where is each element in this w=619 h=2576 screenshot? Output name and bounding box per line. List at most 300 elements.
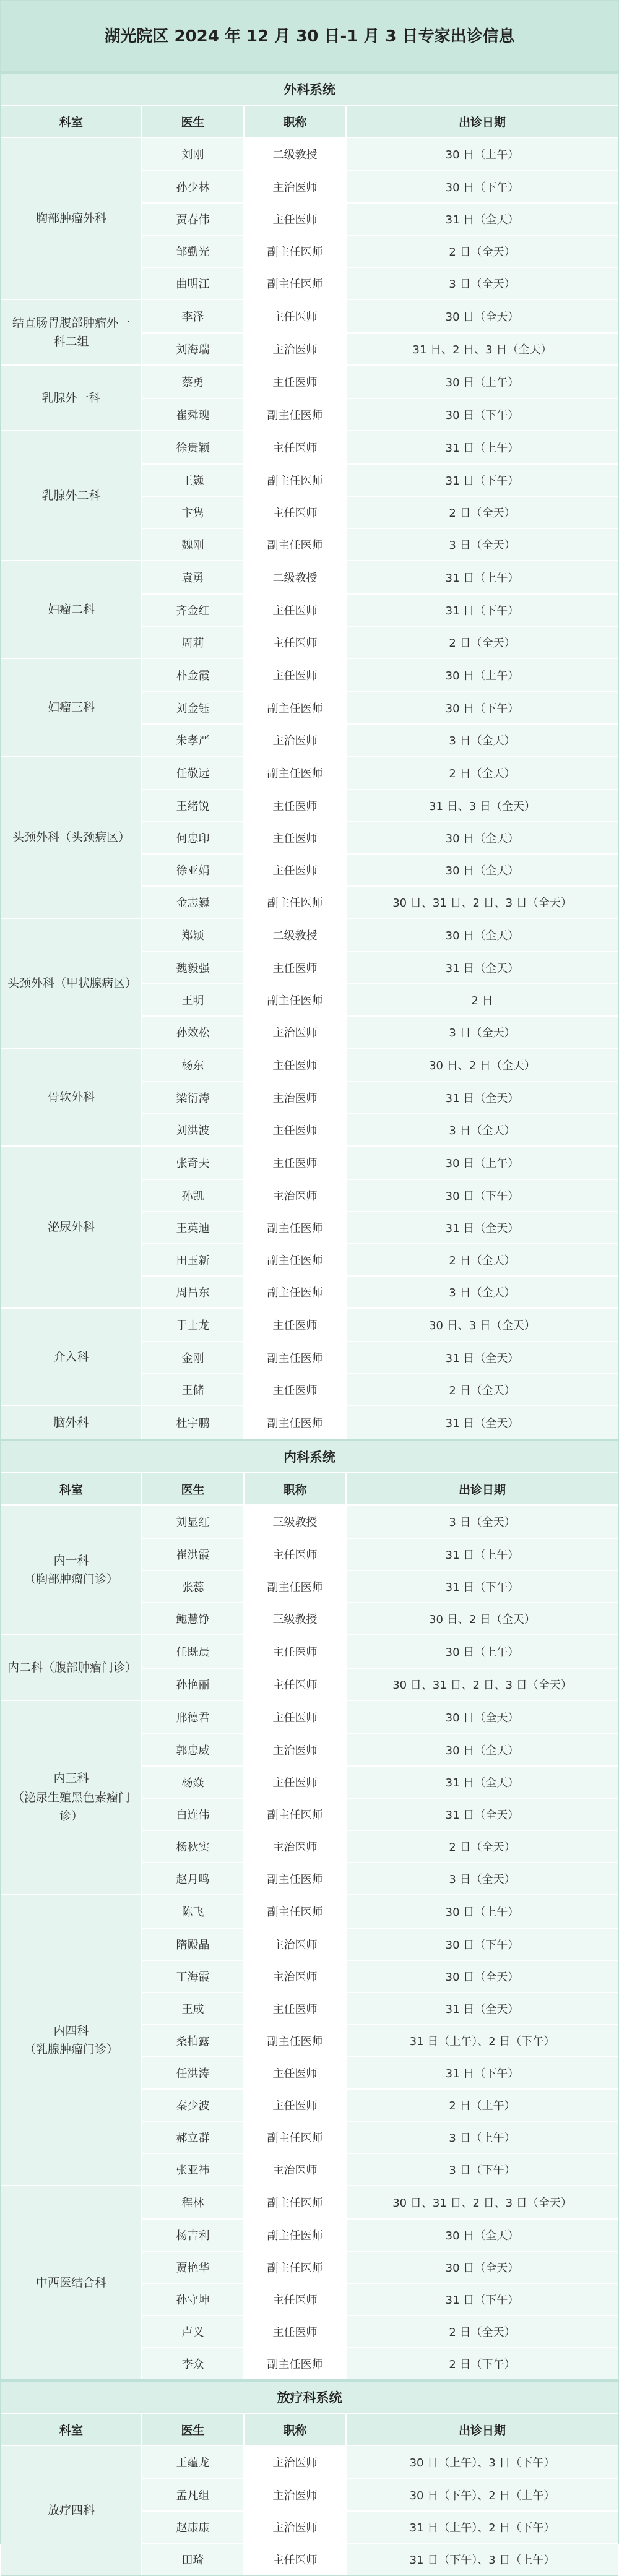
table-row [142,2088,618,2121]
header-doctor: 医生 [142,2414,245,2445]
doctor-name: 崔洪霞 [142,1539,245,1570]
doctor-title: 主治医师 [245,1180,347,1211]
header-dept: 科室 [1,1473,142,1504]
department-group [1,299,618,364]
doctor-title: 副主任医师 [245,1571,347,1602]
table-row [142,1406,618,1439]
doctor-title: 副主任医师 [245,692,347,723]
doctor-name: 隋殿晶 [142,1929,245,1960]
doctor-title: 主任医师 [245,659,347,691]
doctor-title: 主治医师 [245,2446,347,2478]
doctor-name: 刘海瑞 [142,334,245,364]
doctor-title: 副主任医师 [245,1406,347,1439]
table-row [142,1341,618,1373]
doctor-title: 主任医师 [245,1539,347,1570]
clinic-date: 30 日（上午） [347,1635,618,1668]
clinic-date: 30 日、31 日、2 日、3 日（全天） [347,887,618,918]
doctor-title: 主治医师 [245,2479,347,2510]
doctor-title: 主任医师 [245,366,347,398]
doctor-name: 贾春伟 [142,204,245,235]
column-header-row [1,1472,618,1504]
doctor-rows [142,1147,618,1307]
doctor-name: 金志巍 [142,887,245,918]
doctor-name: 王储 [142,1374,245,1405]
doctor-title: 副主任医师 [245,1342,347,1373]
doctor-rows [142,431,618,560]
clinic-date: 2 日（全天） [347,757,618,789]
section [1,1440,618,2380]
doctor-name: 邹勤光 [142,236,245,267]
doctor-title: 主任医师 [245,952,347,983]
doctor-name: 王蕴龙 [142,2446,245,2478]
table-row [142,919,618,951]
clinic-date: 2 日（下午） [347,2348,618,2379]
department-group [1,918,618,1048]
doctor-title: 主任医师 [245,204,347,235]
table-row [142,1506,618,1538]
clinic-date: 2 日（全天） [347,236,618,267]
clinic-date: 3 日（下午） [347,2154,618,2185]
department-group [1,1048,618,1145]
doctor-rows [142,1406,618,1439]
table-row [142,789,618,821]
doctor-title: 主任医师 [245,627,347,658]
department-group [1,560,618,658]
table-row [142,300,618,332]
department-group [1,1504,618,1634]
table-row [142,1960,618,1992]
clinic-date: 31 日（全天） [347,1212,618,1243]
clinic-date: 31 日（全天） [347,1342,618,1373]
doctor-title: 副主任医师 [245,2122,347,2153]
clinic-date: 30 日、2 日（全天） [347,1049,618,1081]
table-row [142,1992,618,2024]
table-row [142,821,618,853]
doctor-name: 朱孝严 [142,725,245,756]
doctor-title: 主治医师 [245,1017,347,1048]
header-title: 职称 [245,2414,347,2445]
doctor-title: 副主任医师 [245,757,347,789]
doctor-title: 主任医师 [245,2284,347,2315]
clinic-date: 31 日（全天） [347,1799,618,1830]
doctor-title: 主治医师 [245,2154,347,2185]
table-row [142,723,618,756]
table-row [142,1373,618,1405]
doctor-title: 主任医师 [245,2057,347,2088]
department-name: 头颈外科（头颈病区） [1,757,142,918]
doctor-name: 孟凡组 [142,2479,245,2510]
doctor-name: 贾艳华 [142,2252,245,2283]
clinic-date: 30 日（下午）、2 日（上午） [347,2479,618,2510]
clinic-date: 30 日（下午） [347,399,618,430]
doctor-rows [142,366,618,430]
clinic-date: 31 日（上午）、2 日（下午） [347,2025,618,2056]
doctor-title: 副主任医师 [245,236,347,267]
table-row [142,2121,618,2153]
doctor-name: 魏毅强 [142,952,245,983]
doctor-name: 李泽 [142,300,245,332]
doctor-title: 副主任医师 [245,887,347,918]
table-row [142,2283,618,2315]
clinic-date: 30 日（下午） [347,692,618,723]
department-group [1,1700,618,1894]
doctor-title: 副主任医师 [245,268,347,299]
doctor-title: 副主任医师 [245,465,347,496]
doctor-name: 任洪涛 [142,2057,245,2088]
clinic-date: 30 日（全天） [347,1734,618,1765]
header-date: 出诊日期 [458,115,506,129]
doctor-name: 郝立群 [142,2122,245,2153]
clinic-date: 2 日（全天） [347,1831,618,1862]
doctor-name: 周昌东 [142,1277,245,1307]
doctor-name: 桑柏露 [142,2025,245,2056]
doctor-name: 郑颖 [142,919,245,951]
table-row [142,2510,618,2543]
department-name: 乳腺外一科 [1,366,142,430]
doctor-name: 孙凯 [142,1180,245,1211]
doctor-name: 李众 [142,2348,245,2379]
clinic-date: 30 日（上午） [347,138,618,170]
table-row [142,2478,618,2510]
doctor-title: 主任医师 [245,1049,347,1081]
doctor-title: 主任医师 [245,1114,347,1145]
department-name: 泌尿外科 [1,1147,142,1307]
doctor-name: 张蕊 [142,1571,245,1602]
doctor-title: 三级教授 [245,1603,347,1634]
doctor-name: 杨秋实 [142,1831,245,1862]
doctor-title: 主任医师 [245,1374,347,1405]
doctor-name: 梁衍涛 [142,1082,245,1113]
clinic-date: 31 日（下午）、3 日（上午） [347,2544,618,2575]
table-row [142,1765,618,1798]
header-dept: 科室 [1,106,142,137]
table-row [142,332,618,364]
clinic-date: 31 日（下午） [347,595,618,626]
department-name: 乳腺外二科 [1,431,142,560]
clinic-date: 30 日、3 日（全天） [347,1309,618,1341]
doctor-name: 田玉新 [142,1244,245,1275]
doctor-name: 王巍 [142,465,245,496]
table-row [142,1635,618,1668]
table-row [142,1668,618,1700]
doctor-name: 朴金霞 [142,659,245,691]
table-row [142,138,618,170]
section [1,72,618,1440]
department-group [1,658,618,756]
department-group [1,2445,618,2575]
clinic-date: 30 日（上午） [347,1147,618,1179]
doctor-name: 卞隽 [142,497,245,528]
clinic-date: 30 日（全天） [347,855,618,885]
table-row [142,431,618,463]
doctor-name: 崔舜瑰 [142,399,245,430]
doctor-title: 主任医师 [245,1669,347,1700]
clinic-date: 31 日（上午） [347,431,618,463]
doctor-rows [142,1895,618,2185]
doctor-rows [142,138,618,299]
table-row [142,170,618,202]
doctor-name: 袁勇 [142,561,245,593]
header-dept: 科室 [1,2414,142,2445]
doctor-title: 主任医师 [245,2090,347,2121]
section-title: 外科系统 [1,72,618,105]
doctor-name: 程林 [142,2186,245,2218]
table-row [142,1928,618,1960]
doctor-name: 鲍慧铮 [142,1603,245,1634]
table-row [142,398,618,430]
department-name: 脑外科 [1,1406,142,1439]
doctor-name: 徐亚娟 [142,855,245,885]
doctor-title: 主治医师 [245,725,347,756]
clinic-date: 30 日、2 日（全天） [347,1603,618,1634]
doctor-name: 任敬远 [142,757,245,789]
doctor-rows [142,919,618,1048]
department-name: 胸部肿瘤外科 [1,138,142,299]
doctor-title: 三级教授 [245,1506,347,1538]
doctor-name: 魏刚 [142,529,245,560]
table-row [142,1602,618,1634]
doctor-rows [142,300,618,364]
table-row [142,1113,618,1145]
clinic-date: 30 日（全天） [347,2220,618,2251]
department-name: 中西医结合科 [1,2186,142,2379]
table-row [142,659,618,691]
department-name: 放疗四科 [1,2446,142,2575]
table-row [142,1147,618,1179]
header-date: 出诊日期 [458,2423,506,2437]
clinic-date: 3 日（上午） [347,2122,618,2153]
doctor-title: 主治医师 [245,1831,347,1862]
doctor-name: 郭忠威 [142,1734,245,1765]
header-title: 职称 [245,1473,347,1504]
doctor-rows [142,1309,618,1405]
table-row [142,2347,618,2379]
doctor-title: 副主任医师 [245,1799,347,1830]
clinic-date: 30 日（下午） [347,171,618,202]
table-row [142,2056,618,2088]
department-name: 介入科 [1,1309,142,1405]
department-name: 内一科 （胸部肿瘤门诊） [1,1506,142,1634]
table-row [142,561,618,593]
clinic-date: 31 日（上午） [347,561,618,593]
clinic-date: 2 日（全天） [347,627,618,658]
doctor-name: 刘刚 [142,138,245,170]
doctor-title: 主任医师 [245,1635,347,1668]
department-group [1,137,618,299]
table-row [142,2153,618,2185]
department-group [1,756,618,918]
clinic-date: 3 日（全天） [347,1114,618,1145]
table-row [142,1309,618,1341]
doctor-name: 张亚祎 [142,2154,245,2185]
table-row [142,1049,618,1081]
doctor-title: 主治医师 [245,1961,347,1992]
department-name: 结直肠胃腹部肿瘤外一科二组 [1,300,142,364]
table-row [142,2315,618,2347]
section [1,2380,618,2576]
clinic-date: 3 日（全天） [347,1277,618,1307]
section-title: 放疗科系统 [1,2380,618,2413]
table-row [142,885,618,918]
doctor-title: 副主任医师 [245,2348,347,2379]
doctor-title: 主任医师 [245,822,347,853]
doctor-title: 主任医师 [245,431,347,463]
table-row [142,853,618,885]
table-row [142,1275,618,1307]
table-row [142,496,618,528]
page-title: 湖光院区 2024 年 12 月 30 日-1 月 3 日专家出诊信息 [1,1,618,72]
department-name: 骨软外科 [1,1049,142,1145]
clinic-date: 30 日（下午） [347,1929,618,1960]
table-row [142,1081,618,1113]
doctor-name: 孙守坤 [142,2284,245,2315]
doctor-name: 孙艳丽 [142,1669,245,1700]
table-row [142,2186,618,2218]
doctor-title: 主任医师 [245,1767,347,1798]
doctor-title: 主任医师 [245,855,347,885]
clinic-date: 2 日 [347,984,618,1015]
doctor-name: 孙少林 [142,171,245,202]
doctor-title: 主治医师 [245,334,347,364]
table-row [142,1733,618,1765]
doctor-title: 主任医师 [245,497,347,528]
doctor-title: 副主任医师 [245,984,347,1015]
doctor-title: 主任医师 [245,1701,347,1733]
clinic-date: 2 日（全天） [347,2316,618,2347]
department-group [1,1307,618,1405]
department-group [1,1634,618,1700]
doctor-name: 王绪锐 [142,790,245,821]
clinic-date: 31 日、2 日、3 日（全天） [347,334,618,364]
clinic-date: 31 日（下午） [347,1571,618,1602]
department-name: 妇瘤二科 [1,561,142,658]
table-row [142,1830,618,1862]
clinic-date: 3 日（全天） [347,268,618,299]
department-group [1,2185,618,2379]
doctor-title: 副主任医师 [245,2186,347,2218]
doctor-title: 二级教授 [245,561,347,593]
doctor-title: 副主任医师 [245,1895,347,1928]
clinic-date: 30 日（下午） [347,1180,618,1211]
doctor-name: 刘显红 [142,1506,245,1538]
doctor-name: 陈飞 [142,1895,245,1928]
department-name: 头颈外科（甲状腺病区） [1,919,142,1048]
clinic-date: 3 日（全天） [347,1506,618,1538]
doctor-title: 主治医师 [245,1734,347,1765]
table-row [142,1798,618,1830]
clinic-date: 30 日（上午）、3 日（下午） [347,2446,618,2478]
doctor-rows [142,1635,618,1700]
table-row [142,528,618,560]
clinic-date: 30 日（全天） [347,1701,618,1733]
clinic-date: 31 日（下午） [347,465,618,496]
doctor-title: 主任医师 [245,2316,347,2347]
table-row [142,1570,618,1602]
doctor-title: 主任医师 [245,1309,347,1341]
table-row [142,691,618,723]
doctor-name: 刘洪波 [142,1114,245,1145]
doctor-name: 齐金红 [142,595,245,626]
doctor-rows [142,1506,618,1634]
department-group [1,1405,618,1439]
clinic-date: 30 日（上午） [347,659,618,691]
doctor-name: 金刚 [142,1342,245,1373]
doctor-title: 副主任医师 [245,529,347,560]
department-name: 内四科 （乳腺肿瘤门诊） [1,1895,142,2185]
clinic-date: 30 日（上午） [347,1895,618,1928]
doctor-title: 主任医师 [245,1993,347,2024]
doctor-title: 主任医师 [245,595,347,626]
clinic-date: 2 日（全天） [347,1244,618,1275]
clinic-date: 3 日（全天） [347,1863,618,1894]
header-doctor: 医生 [142,1473,245,1504]
clinic-date: 30 日、31 日、2 日、3 日（全天） [347,1669,618,1700]
doctor-rows [142,1701,618,1894]
doctor-title: 二级教授 [245,138,347,170]
clinic-date: 2 日（上午） [347,2090,618,2121]
doctor-name: 杜宇鹏 [142,1406,245,1439]
table-row [142,1179,618,1211]
doctor-title: 主治医师 [245,1929,347,1960]
doctor-title: 二级教授 [245,919,347,951]
clinic-date: 3 日（全天） [347,529,618,560]
doctor-title: 副主任医师 [245,1244,347,1275]
doctor-title: 主任医师 [245,300,347,332]
doctor-name: 白连伟 [142,1799,245,1830]
doctor-name: 邢德君 [142,1701,245,1733]
doctor-title: 主治医师 [245,2512,347,2543]
clinic-date: 2 日（全天） [347,1374,618,1405]
department-group [1,364,618,430]
doctor-name: 孙效松 [142,1017,245,1048]
table-row [142,1243,618,1275]
clinic-date: 31 日（下午） [347,2057,618,2088]
doctor-title: 主治医师 [245,171,347,202]
doctor-title: 主任医师 [245,1147,347,1179]
table-row [142,2218,618,2251]
doctor-name: 赵康康 [142,2512,245,2543]
department-name: 妇瘤三科 [1,659,142,756]
doctor-name: 丁海霞 [142,1961,245,1992]
doctor-name: 赵月鸣 [142,1863,245,1894]
doctor-name: 田琦 [142,2544,245,2575]
department-group [1,430,618,560]
table-row [142,1538,618,1570]
doctor-rows [142,1049,618,1145]
clinic-date: 3 日（全天） [347,725,618,756]
clinic-date: 31 日（全天） [347,1993,618,2024]
department-group [1,1145,618,1307]
doctor-name: 王成 [142,1993,245,2024]
department-name: 内二科（腹部肿瘤门诊） [1,1635,142,1700]
doctor-name: 王英迪 [142,1212,245,1243]
doctor-title: 副主任医师 [245,1277,347,1307]
clinic-date: 31 日（全天） [347,1767,618,1798]
table-row [142,1015,618,1048]
doctor-name: 杨焱 [142,1767,245,1798]
clinic-date: 31 日（全天） [347,952,618,983]
clinic-date: 31 日（下午） [347,2284,618,2315]
clinic-date: 30 日（全天） [347,2252,618,2283]
doctor-name: 任既晨 [142,1635,245,1668]
doctor-name: 杨东 [142,1049,245,1081]
table-row [142,757,618,789]
table-row [142,2251,618,2283]
header-doctor: 医生 [142,106,245,137]
table-row [142,267,618,299]
doctor-name: 王明 [142,984,245,1015]
doctor-title: 主任医师 [245,2544,347,2575]
